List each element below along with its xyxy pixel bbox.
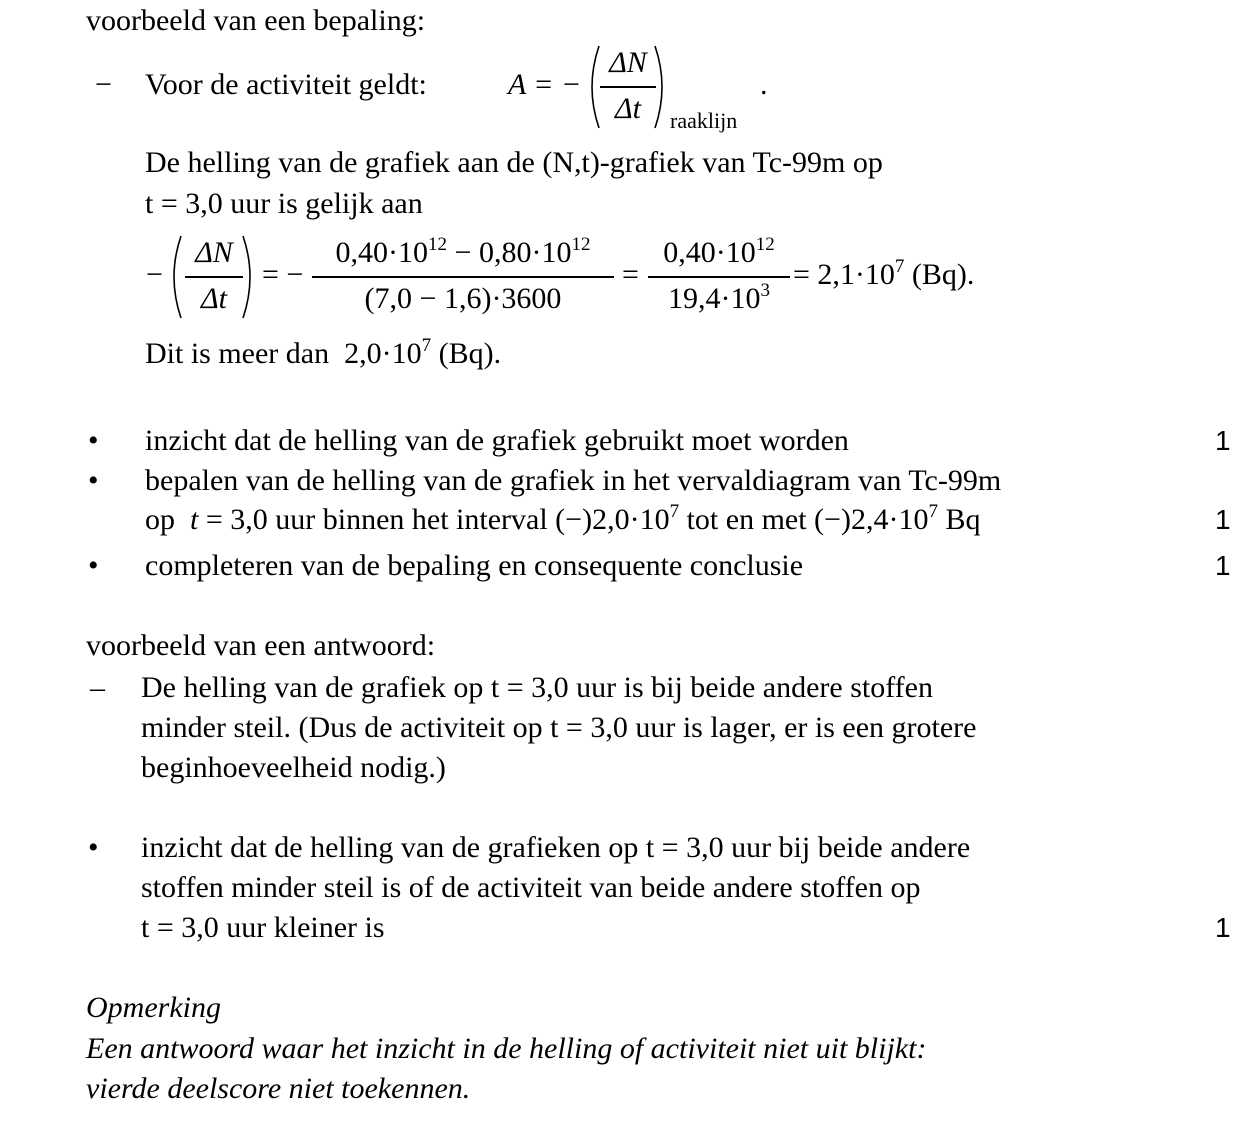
conclusion-text: Dit is meer dan $2,0\cdot 10^7$ (Bq). — [145, 335, 502, 370]
bullet-2: • — [88, 464, 99, 497]
calc-minus: − — [146, 258, 163, 291]
remark-line2: vierde deelscore niet toekennen. — [86, 1072, 471, 1105]
calc-denominator-2: $19,4\cdot 10^3$ — [668, 280, 770, 315]
answer-line1: De helling van de grafiek op t = 3,0 uur is bij beide andere stoffen — [141, 671, 933, 704]
calc-eq-minus: = − — [262, 258, 304, 291]
bullet-3: • — [88, 549, 99, 582]
slope-text-line1: De helling van de grafiek aan de (N,t)-grafiek van Tc-99m op — [145, 146, 883, 179]
remark-line1: Een antwoord waar het inzicht in de helling of activiteit niet uit blijkt: — [86, 1032, 927, 1065]
bullet-4: • — [88, 831, 99, 864]
calc-dt: Δt — [201, 282, 227, 315]
calc-dn: ΔN — [195, 236, 233, 269]
example-determination-heading: voorbeeld van een bepaling: — [86, 4, 426, 37]
formula-fraction-line — [600, 86, 656, 88]
calc-numerator-1: $0,40\cdot 10^{12} - 0,80\cdot 10^{12}$ — [335, 234, 591, 269]
calc-fraction-line-1 — [312, 276, 614, 278]
criterion-1-score: 1 — [1215, 425, 1231, 456]
formula-subscript: raaklijn — [670, 108, 738, 133]
calc-left-paren — [164, 234, 184, 320]
answer-line2: minder steil. (Dus de activiteit op t = 3,0 uur is lager, er is een grotere — [141, 711, 977, 744]
calc-fraction-line-0 — [185, 276, 243, 278]
calc-right-paren — [240, 234, 260, 320]
formula-left-paren — [582, 44, 602, 130]
formula-right-paren — [652, 44, 672, 130]
dash-marker: − — [95, 68, 112, 101]
criterion-2-text-line1: bepalen van de helling van de grafiek in het vervaldiagram van Tc-99m — [145, 464, 1002, 497]
calc-numerator-2: $0,40\cdot 10^{12}$ — [663, 234, 775, 269]
criterion-4-line1: inzicht dat de helling van de grafieken op t = 3,0 uur bij beide andere — [141, 831, 971, 864]
criterion-3-score: 1 — [1215, 550, 1231, 581]
slope-text-line2: t = 3,0 uur is gelijk aan — [145, 187, 423, 220]
calc-denominator-1: (7,0 − 1,6)·3600 — [364, 282, 562, 315]
criterion-2-score: 1 — [1215, 504, 1231, 535]
answer-line3: beginhoeveelheid nodig.) — [141, 751, 446, 784]
criterion-4-line3: t = 3,0 uur kleiner is — [141, 911, 385, 944]
calc-eq: = — [622, 258, 639, 291]
formula-numerator: ΔN — [609, 46, 647, 79]
activity-rule-text: Voor de activiteit geldt: — [145, 68, 427, 101]
criterion-2-text-line2: op t = 3,0 uur binnen het interval $(-)2,0\cdot 10^7$ tot en met $(-)2,4\cdot 10^7$ Bq — [145, 501, 981, 536]
criterion-4-line2: stoffen minder steil is of de activiteit van beide andere stoffen op — [141, 871, 921, 904]
criterion-3-text: completeren van de bepaling en consequente conclusie — [145, 549, 804, 582]
calc-result: = $2,1\cdot 10^7$ (Bq). — [793, 256, 975, 291]
calc-fraction-line-2 — [648, 276, 790, 278]
formula-period: . — [760, 68, 768, 101]
criterion-1-text: inzicht dat de helling van de grafiek gebruikt moet worden — [145, 424, 849, 457]
criterion-4-score: 1 — [1215, 912, 1231, 943]
remark-title: Opmerking — [86, 991, 221, 1024]
formula-denominator: Δt — [615, 92, 641, 125]
formula-lhs: A = − — [508, 68, 582, 101]
answer-dash: – — [90, 671, 105, 704]
bullet-1: • — [88, 424, 99, 457]
example-answer-heading: voorbeeld van een antwoord: — [86, 629, 436, 662]
